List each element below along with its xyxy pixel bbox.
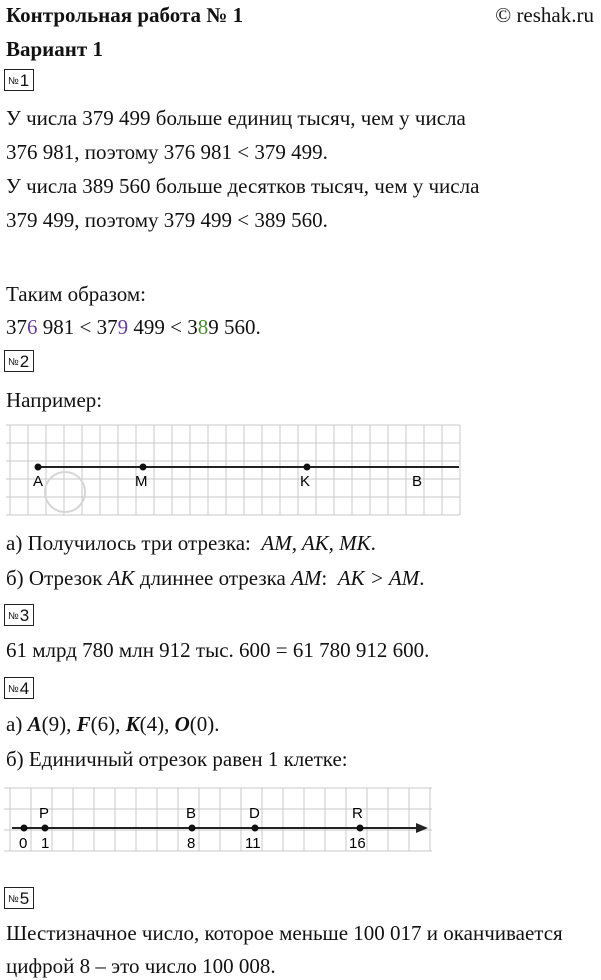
label-p: P [39,805,50,822]
tick-label: 16 [349,835,366,852]
label-b: B [412,473,423,490]
task-2-answer-b: б) Отрезок AK длиннее отрезка AM: AK > AM. [6,566,425,590]
point-d [252,825,259,832]
label-r: R [352,805,363,822]
point-p [42,825,49,832]
task-4-answer-b: б) Единичный отрезок равен 1 клетке: [6,747,348,771]
task-1-line-1: У числа 379 499 больше единиц тысяч, чем у числа [6,106,466,130]
tick-label: 8 [187,835,196,852]
tick-label: 1 [41,835,50,852]
point-a [35,464,42,471]
site-credit: © reshak.ru [495,3,594,27]
point-r [357,825,364,832]
segment-diagram [0,420,470,520]
task-2-badge: №2 [4,350,34,372]
page-title: Контрольная работа № 1 [6,3,244,27]
watermark [45,472,85,512]
task-1-result: 376 981 < 379 499 < 389 560. [6,315,261,339]
task-1-badge: №1 [4,69,34,91]
label-a: A [33,473,44,490]
task-4-answer-a: а) A(9), F(6), K(4), O(0). [6,712,220,736]
tick-label: 11 [245,835,261,852]
axis-arrow [416,823,428,833]
label-b: B [186,805,197,822]
grid [6,425,460,515]
point-0 [21,825,28,832]
task-3-line: 61 млрд 780 млн 912 тыс. 600 = 61 780 912 600. [6,638,430,662]
point-b [189,825,196,832]
tick-label: 0 [19,835,28,852]
variant-label: Вариант 1 [6,37,103,61]
task-1-line-4: 379 499, поэтому 379 499 < 389 560. [6,208,328,232]
task-3-badge: №3 [4,604,34,626]
highlight-digit: 6 [27,315,38,339]
point-m [140,464,147,471]
highlight-digit: 8 [197,315,209,339]
task-5-line-1: Шестизначное число, которое меньше 100 017 и оканчивается [6,921,563,945]
task-2-answer-a: а) Получилось три отрезка: AM, AK, MK. [6,531,376,555]
number-line [0,780,440,855]
task-5-badge: №5 [4,887,34,909]
task-1-conclusion: Таким образом: [6,282,147,306]
task-5-line-2: цифрой 8 – это число 100 008. [6,954,276,978]
point-k [304,464,311,471]
label-k: K [300,473,311,490]
task-1-line-2: 376 981, поэтому 376 981 < 379 499. [6,140,328,164]
task-1-line-3: У числа 389 560 больше десятков тысяч, чем у числа [6,174,480,198]
grid [4,788,432,851]
task-2-example: Например: [6,388,103,412]
label-d: D [249,805,260,822]
label-m: M [135,473,148,490]
highlight-digit: 9 [117,315,129,339]
task-4-badge: №4 [4,677,34,699]
